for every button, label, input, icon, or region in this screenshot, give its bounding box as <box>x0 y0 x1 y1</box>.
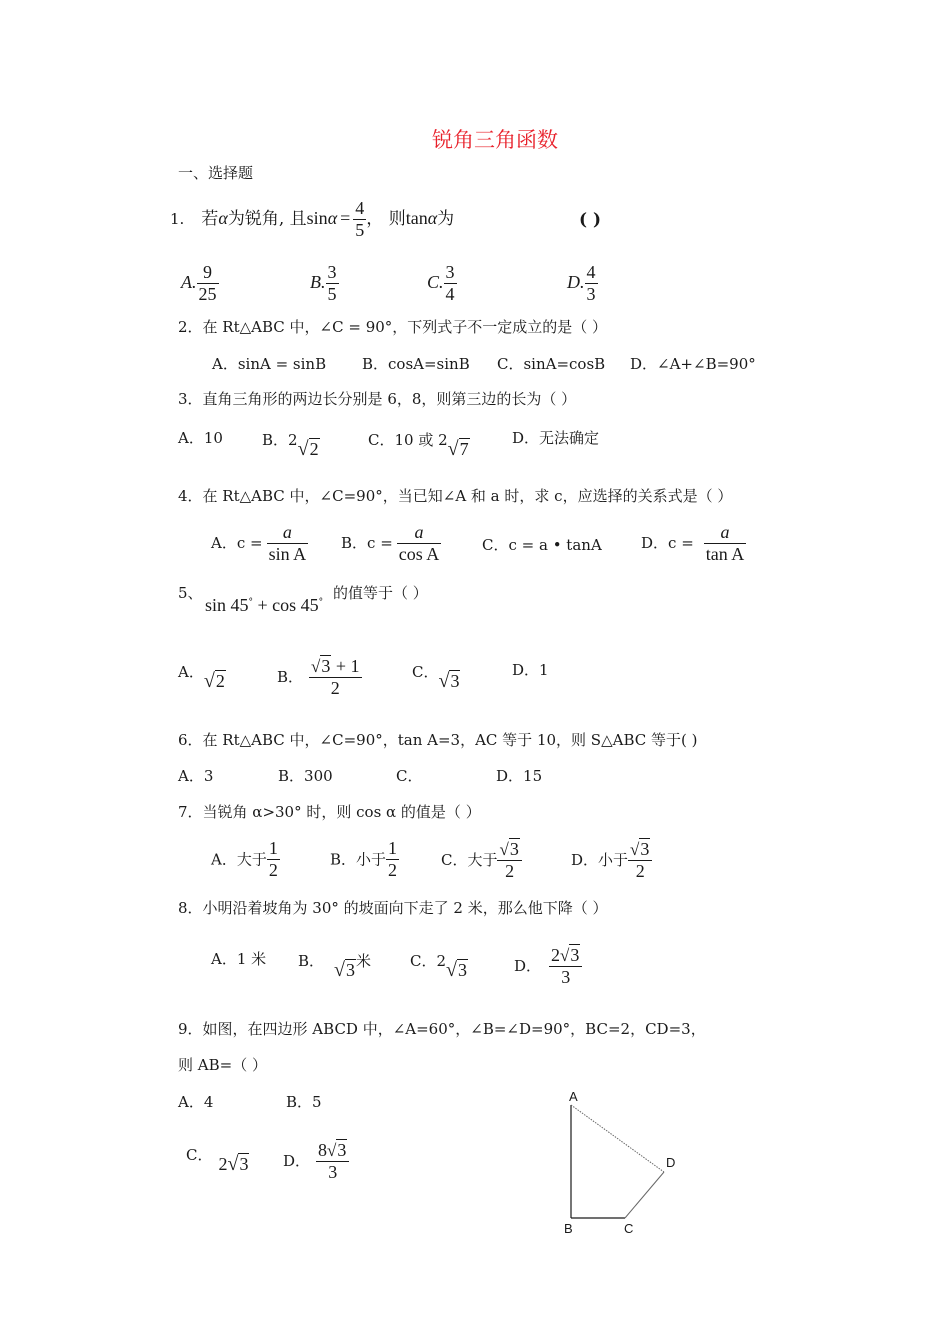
q1-eq: = <box>340 208 351 228</box>
page-title: 锐角三角函数 <box>432 128 558 152</box>
q1-alpha: α <box>218 208 228 228</box>
q9-option-d: D． $\frac{8√3}{3}$ <box>283 1139 349 1183</box>
q2-option-c: C．sinA=cosB <box>497 355 606 373</box>
q7-option-d: D．小于 $\frac{√3}{2}$ <box>571 838 652 882</box>
vertex-b-label: B <box>564 1221 573 1236</box>
question-8-stem: 8．小明沿着坡角为 30° 的坡面向下走了 2 米，那么他下降（ ） <box>178 899 608 917</box>
q1-text: 为锐角, 且 <box>227 209 307 229</box>
side-ad <box>571 1105 664 1172</box>
q5-tail: 的值等于（ ） <box>333 584 428 602</box>
q3-option-a: A．10 <box>178 429 223 447</box>
q1-text: 为 <box>437 209 455 229</box>
q5-option-b: B． $\frac{√3 + 1}{2}$ <box>277 656 360 698</box>
q3-option-c: C．10 或 2√7 <box>368 431 469 460</box>
q5-option-a: A．√2 <box>178 663 225 692</box>
side-cd <box>625 1172 664 1218</box>
question-1-stem <box>170 198 454 241</box>
vertex-a-label: A <box>569 1089 578 1104</box>
q9-option-a: A．4 <box>178 1093 214 1111</box>
q1-option-a: A. $\frac{9}{25}$ <box>181 262 217 304</box>
vertex-d-label: D <box>666 1155 676 1170</box>
q1-fraction: $\frac{4}{5}$ <box>355 198 365 240</box>
q1-option-d: D. $\frac{4}{3}$ <box>567 262 596 304</box>
q3-option-d: D．无法确定 <box>512 429 600 447</box>
q3-option-b: B．2√2 <box>262 431 319 460</box>
q6-option-c: C． <box>396 767 423 785</box>
q8-option-d: D． $\frac{2√3}{3}$ <box>514 944 582 988</box>
q4-option-a: A．c = $\frac{a}{\text{sin A}}$ <box>211 522 307 564</box>
q1-text: ， 则 <box>366 209 406 229</box>
q6-option-a: A．3 <box>178 767 214 785</box>
section-heading: 一、选择题 <box>178 164 254 182</box>
q4-option-b: B．c = $\frac{a}{\text{cos A}}$ <box>341 522 440 564</box>
question-2-stem: 2．在 Rt△ABC 中，∠C = 90°，下列式子不一定成立的是（ ） <box>178 318 608 336</box>
q1-option-c: C. $\frac{3}{4}$ <box>427 262 455 304</box>
q6-option-d: D．15 <box>496 767 543 785</box>
q2-option-b: B．cosA=sinB <box>362 355 470 373</box>
q5-option-c: C．√3 <box>412 663 460 692</box>
vertex-c-label: C <box>624 1221 634 1236</box>
q8-option-c: C．2√3 <box>410 952 468 981</box>
q4-option-d: D．c = $\frac{a}{\text{tan A}}$ <box>641 522 745 564</box>
quadrilateral-figure <box>555 1085 695 1245</box>
q5-option-d: D．1 <box>512 661 549 679</box>
question-6-stem: 6．在 Rt△ABC 中，∠C=90°，tan A=3，AC 等于 10，则 S△ABC 等于( ) <box>178 731 698 749</box>
q9-option-b: B．5 <box>286 1093 322 1111</box>
q8-option-a: A．1 米 <box>211 950 267 968</box>
q1-answer-paren: ( ) <box>579 210 602 230</box>
question-9-stem-cont: 则 AB=（ ） <box>178 1056 267 1074</box>
q1-tan: tan <box>405 208 428 228</box>
q1-alpha: α <box>327 208 338 228</box>
q8-option-b: B． √3米 <box>298 952 372 981</box>
q7-option-a: A．大于 $\frac{1}{2}$ <box>211 838 278 880</box>
q1-sin: sin <box>306 208 328 228</box>
question-9-stem: 9．如图，在四边形 ABCD 中，∠A=60°，∠B=∠D=90°，BC=2，CD=3， <box>178 1020 706 1038</box>
q1-text: 若 <box>201 209 219 229</box>
q2-option-a: A．sinA = sinB <box>212 355 327 373</box>
q1-option-b: B. $\frac{3}{5}$ <box>310 262 337 304</box>
q4-option-c: C．c = a • tanA <box>482 536 602 554</box>
q1-number: 1. <box>170 210 185 228</box>
q1-alpha: α <box>427 208 438 228</box>
q7-option-c: C．大于 $\frac{√3}{2}$ <box>441 838 522 882</box>
question-4-stem: 4．在 Rt△ABC 中，∠C=90°，当已知∠A 和 a 时，求 c，应选择的关系式是（ ） <box>178 487 733 505</box>
q5-number: 5、 <box>178 584 203 602</box>
q6-option-b: B．300 <box>278 767 333 785</box>
q2-option-d: D．∠A+∠B=90° <box>630 355 756 373</box>
q7-option-b: B．小于 $\frac{1}{2}$ <box>330 838 398 880</box>
q5-expression: sin 45° + cos 45° <box>205 595 324 615</box>
question-3-stem: 3．直角三角形的两边长分别是 6，8，则第三边的长为（ ） <box>178 390 577 408</box>
q9-option-c: C． 2√3 <box>186 1146 249 1175</box>
question-7-stem: 7．当锐角 α>30° 时，则 cos α 的值是（ ） <box>178 803 481 821</box>
